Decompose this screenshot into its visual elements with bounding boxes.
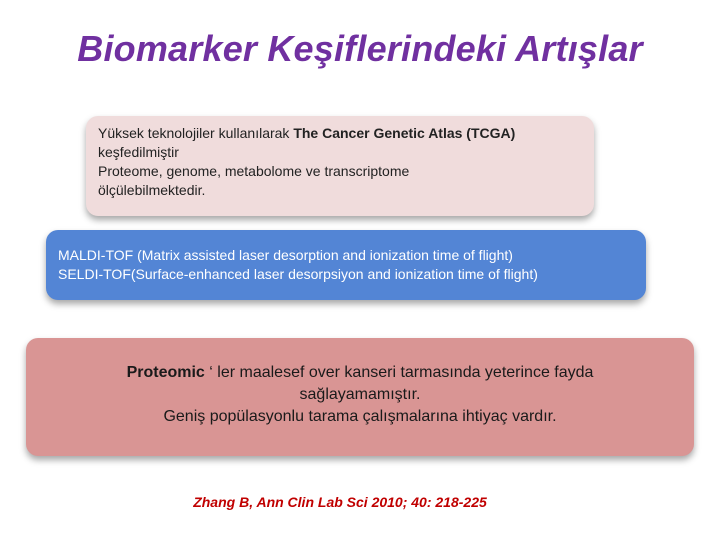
tcga-name: The Cancer Genetic Atlas (TCGA) bbox=[293, 125, 516, 141]
proteomic-conclusion-box bbox=[26, 338, 694, 456]
tcga-line-4: ölçülebilmektedir. bbox=[98, 182, 206, 198]
slide-title: Biomarker Keşiflerindeki Artışlar bbox=[77, 28, 643, 69]
proteomic-term: Proteomic bbox=[126, 364, 205, 381]
tcga-line-1-prefix: Yüksek teknolojiler kullanılarak bbox=[98, 125, 294, 141]
tcga-line-3: Proteome, genome, metabolome ve transcriptome bbox=[98, 163, 410, 179]
proteomic-line-2: sağlayamamıştır. bbox=[299, 386, 421, 403]
proteomic-line-1-rest: ‘ ler maalesef over kanseri tarmasında yeterince fayda bbox=[204, 364, 594, 381]
tof-methods-box bbox=[46, 230, 646, 300]
seldi-tof-line: SELDI-TOF(Surface-enhanced laser desorpsiyon and ionization time of flight) bbox=[58, 266, 538, 282]
tcga-line-2: keşfedilmiştir bbox=[98, 144, 179, 160]
proteomic-line-1 bbox=[46, 362, 674, 384]
tcga-line-1 bbox=[98, 124, 582, 143]
citation: Zhang B, Ann Clin Lab Sci 2010; 40: 218-225 bbox=[193, 494, 487, 510]
tcga-info-box bbox=[86, 116, 594, 216]
maldi-tof-line: MALDI-TOF (Matrix assisted laser desorption and ionization time of flight) bbox=[58, 247, 513, 263]
proteomic-line-3: Geniş popülasyonlu tarama çalışmalarına ihtiyaç vardır. bbox=[163, 408, 557, 425]
